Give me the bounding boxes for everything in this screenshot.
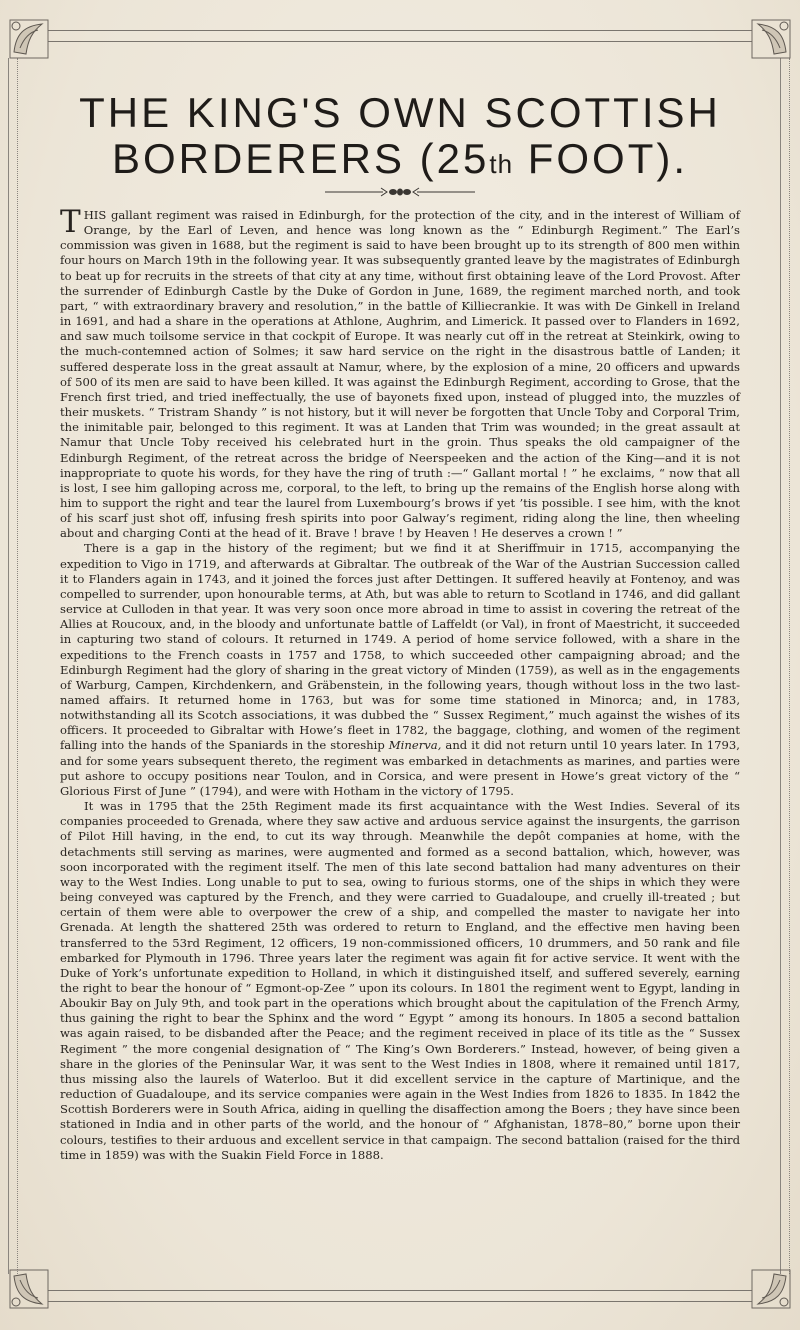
page-title-main: BORDERERS (25 [111, 135, 490, 182]
drop-cap: T [60, 204, 81, 240]
paragraph-1-text: HIS gallant regiment was raised in Edinburgh, for the protection of the city, and in the interest of William of Orange, by the Earl of Leven, and hence was long known as the “ Edinburgh Regiment.” The Earl’s commission was given in 1688, but the regiment is said to have been brought up to its strength of 800 men within four hours on March 19th in the following year. It was subsequently granted leave by the magistrates of Edinburgh to beat up for recruits in the streets of that city at any time, without first obtaining leave of the Lord Provost. After the surrender of Edinburgh Castle by the Duke of Gordon in June, 1689, the regiment marched north, and took part, “ with extraordinary bravery and resolution,” in the battle of Killiecrankie. It was with De Ginkell in Ireland in 1691, and had a share in the operations at Athlone, Aughrim, and Limerick. It passed over to Flanders in 1692, and saw much toilsome service in that cockpit of Europe. It was nearly cut off in the retreat at Steinkirk, owing to the much-contemned action of Solmes; it saw hard service on the right in the disastrous battle of Landen; it suffered desperate loss in the great assault at Namur, where, by the explosion of a mine, 20 officers and upwards of 500 of its men are said to have been killed. It was against the Edinburgh Regiment, according to Grose, that the French first tried, and tried ineffectually, the use of bayonets fixed upon, instead of plugged into, the muzzles of their muskets. “ Tristram Shandy ” is not history, but it will never be forgotten that Uncle Toby and Corporal Trim, the inimitable pair, belonged to this regiment. It was at Landen that Trim was wounded; in the great assault at Namur that Uncle Toby received his celebrated hurt in the groin. Thus speaks the old campaigner of the Edinburgh Regiment, of the retreat across the bridge of Neerspeeken and the action of the King—and it is not inappropriate to quote his words, for they have the ring of truth :—“ Gallant mortal ! ” he exclaims, “ now that all is lost, I see him galloping across me, corporal, to the left, to bring up the remains of the English horse along with him to support the right and tear the laurel from Luxembourg’s brows if yet ’tis possible. I see him, with the knot of his scarf just shot off, infusing fresh spirits into poor Galway’s regiment, riding along the line, then wheeling about and charging Conti at the head of it. Brave ! brave ! by Heaven ! He deserves a crown ! ” [60, 208, 740, 541]
border-left-rule [8, 58, 18, 1274]
page-title-line-2 [60, 136, 740, 187]
corner-ornament-icon [744, 12, 798, 66]
border-right-rule [780, 58, 790, 1274]
ship-name: Minerva, [388, 738, 442, 753]
border-bottom-rule [48, 1290, 752, 1302]
paragraph-2-end: and it did not return until 10 years later. In 1793, and for some years subsequent thereto, the regiment was embarked in detachments as marines, and parties were put ashore to occupy positions near Toulon, and in Corsica, and were present in Howe’s great victory of the “ Glorious First of June ” (1794), and were with Hotham in the victory of 1795. [60, 738, 740, 798]
page-title-ordinal: th [489, 149, 514, 179]
page-title-line-1: THE KING'S OWN SCOTTISH [79, 89, 721, 136]
divider-ornament-icon [325, 186, 475, 198]
paragraph-3 [60, 799, 740, 1163]
article-body [60, 204, 740, 1163]
page-title-end: FOOT). [513, 135, 689, 182]
paragraph-3-text: It was in 1795 that the 25th Regiment made its first acquaintance with the West Indies. Several of its companies proceeded to Grenada, where they saw active and arduous service against the insurgents, the garrison of Pilot Hill having, in the end, to cut its way through. Meanwhile the depôt companies at home, with the detachments still serving as marines, were augmented and formed as a second battalion, which, however, was soon incorporated with the regiment itself. The men of this late second battalion had many adventures on their way to the West Indies. Long unable to put to sea, owing to furious storms, one of the ships in which they were being conveyed was captured by the French, and they were carried to Guadaloupe, and cruelly ill-treated ; but certain of them were able to overpower the crew of a ship, and compelled the master to navigate her into Grenada. At length the shattered 25th was ordered to return to England, and the effective men having been transferred to the 53rd Regiment, 12 officers, 19 non-commissioned officers, 10 drummers, and 50 rank and file embarked for Plymouth in 1796. Three years later the regiment was again fit for active service. It went with the Duke of York’s unfortunate expedition to Holland, in which it distinguished itself, and suffered severely, earning the right to bear the honour of “ Egmont-op-Zee ” upon its colours. In 1801 the regiment went to Egypt, landing in Aboukir Bay on July 9th, and took part in the operations which brought about the capitulation of the French Army, thus gaining the right to bear the Sphinx and the word “ Egypt ” among its honours. In 1805 a second battalion was again raised, to be disbanded after the Peace; and the regiment received in place of its title as the “ Sussex Regiment ” the more congenial designation of “ The King’s Own Borderers.” Instead, however, of being given a share in the glories of the Peninsular War, it was sent to the West Indies in 1808, where it remained until 1817, thus missing also the laurels of Waterloo. But it did excellent service in the capture of Martinique, and the reduction of Guadaloupe, and its service companies were again in the West Indies from 1826 to 1835. In 1842 the Scottish Borderers were in South Africa, aiding in quelling the disaffection among the Boers ; they have since been stationed in India and in other parts of the world, and the honour of “ Afghanistan, 1878–80,” borne upon their colours, testifies to their arduous and excellent service in that campaign. The second battalion (raised for the third time in 1859) was with the Suakin Field Force in 1888. [60, 799, 740, 1162]
corner-ornament-icon [2, 12, 56, 66]
paragraph-1 [60, 204, 740, 541]
corner-ornament-icon [2, 1262, 56, 1316]
corner-ornament-icon [744, 1262, 798, 1316]
paragraph-2-text: There is a gap in the history of the regiment; but we find it at Sheriffmuir in 1715, accompanying the expedition to Vigo in 1719, and afterwards at Gibraltar. The outbreak of the War of the Austrian Succession called it to Flanders again in 1743, and it joined the forces just after Dettingen. It suffered heavily at Fontenoy, and was compelled to surrender, upon honourable terms, at Ath, but was able to return to Scotland in 1746, and did gallant service at Culloden in that year. It was very soon once more abroad in time to assist in covering the retreat of the Allies at Roucoux, and, in the bloody and unfortunate battle of Laffeldt (or Val), in front of Maestricht, it succeeded in capturing two stand of colours. It returned in 1749. A period of home service followed, with a share in the expeditions to the French coasts in 1757 and 1758, to which succeeded other campaigning abroad; and the Edinburgh Regiment had the glory of sharing in the great victory of Minden (1759), as well as in the engagements of Warburg, Campen, Kirchdenkern, and Gräbenstein, in the following years, though without loss in the two last-named affairs. It returned home in 1763, but was for some time stationed in Minorca; and, in 1783, notwithstanding all its Scotch associations, it was dubbed the “ Sussex Regiment,” much against the wishes of its officers. It proceeded to Gibraltar with Howe’s fleet in 1782, the baggage, clothing, and women of the regiment falling into the hands of the Spaniards in the storeship [60, 541, 740, 753]
border-top-rule [48, 30, 752, 42]
paragraph-2 [60, 541, 740, 799]
